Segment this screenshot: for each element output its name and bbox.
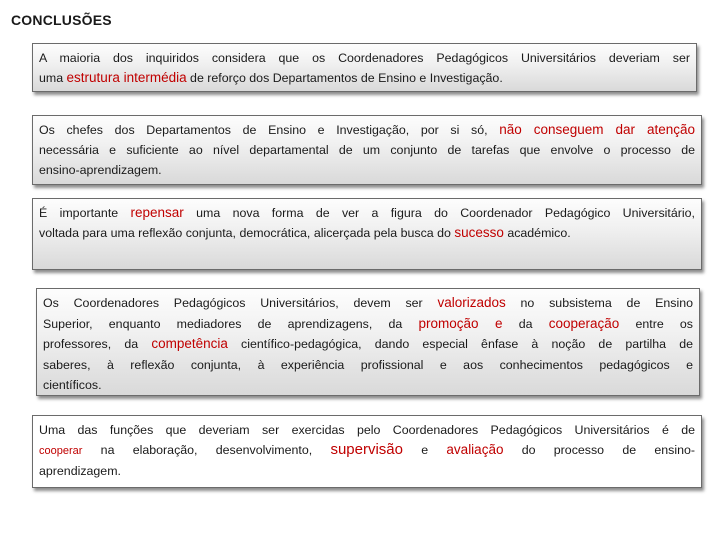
box4-text: entre os bbox=[619, 316, 694, 331]
highlight-supervisao: supervisão bbox=[330, 441, 403, 458]
box5-line-2 bbox=[39, 440, 695, 461]
page-title: CONCLUSÕES bbox=[11, 12, 112, 28]
box4-line-5: científicos. bbox=[43, 378, 102, 392]
box2-line-2: necessária e suficiente ao nível departamental de um conjunto de tarefas que envolve o processo de bbox=[39, 143, 695, 157]
box4-line-3 bbox=[43, 334, 693, 355]
box3-text: voltada para uma reflexão conjunta, democrática, alicerçada pela busca do bbox=[39, 226, 455, 240]
box5-text: na elaboração, desenvolvimento, bbox=[82, 443, 331, 457]
box2-text: Os chefes dos Departamentos de Ensino e Investigação, por si só, bbox=[39, 123, 500, 137]
highlight-cooperacao: cooperação bbox=[548, 315, 620, 331]
box4-text: no subsistema de Ensino bbox=[505, 296, 693, 310]
box4-text: professores, da bbox=[43, 337, 152, 351]
box5-text: e bbox=[403, 443, 447, 457]
box4-text: Superior, enquanto mediadores de aprendizagens, da bbox=[43, 316, 419, 331]
highlight-avaliacao: avaliação bbox=[446, 442, 504, 457]
highlight-promocao: promoção e bbox=[418, 315, 503, 331]
highlight-valorizados: valorizados bbox=[437, 295, 506, 310]
box3-line-1 bbox=[39, 203, 695, 223]
box1-line-2 bbox=[39, 68, 690, 88]
box1-line-1: A maioria dos inquiridos considera que os Coordenadores Pedagógicos Universitários deveriam ser bbox=[39, 51, 690, 65]
highlight-cooperar: cooperar bbox=[39, 445, 83, 457]
highlight-repensar: repensar bbox=[130, 205, 184, 220]
box1-text: uma bbox=[39, 71, 67, 85]
box4-line-4: saberes, à reflexão conjunta, à experiência profissional e aos conhecimentos pedagógicos e bbox=[43, 357, 693, 372]
box2-line-1 bbox=[39, 120, 695, 140]
conclusion-box-5 bbox=[32, 415, 702, 488]
highlight-sucesso: sucesso bbox=[454, 225, 504, 240]
box2-line-3: ensino-aprendizagem. bbox=[39, 163, 162, 177]
box4-text: da bbox=[502, 316, 549, 331]
box4-text: Os Coordenadores Pedagógicos Universitários, devem ser bbox=[43, 296, 438, 310]
highlight-nao-conseguem: não conseguem dar atenção bbox=[499, 122, 696, 137]
box4-line-2 bbox=[43, 314, 693, 335]
box4-line-1 bbox=[43, 293, 693, 314]
conclusion-box-1 bbox=[32, 43, 697, 92]
box3-text: É importante bbox=[39, 206, 131, 220]
box5-line-1: Uma das funções que deveriam ser exercidas pelo Coordenadores Pedagógicos Universitários é de bbox=[39, 423, 695, 437]
box3-text: uma nova forma de ver a figura do Coordenador Pedagógico Universitário, bbox=[183, 206, 695, 220]
box5-text: do processo de ensino- bbox=[503, 443, 696, 457]
conclusion-box-2 bbox=[32, 115, 702, 185]
conclusion-box-4 bbox=[36, 288, 700, 396]
box5-line-3: aprendizagem. bbox=[39, 464, 121, 478]
box3-text: académico. bbox=[503, 226, 571, 240]
box4-text: científico-pedagógica, dando especial ênfase à noção de partilha de bbox=[227, 337, 693, 351]
box3-line-2 bbox=[39, 223, 695, 243]
box1-text: de reforço dos Departamentos de Ensino e Investigação. bbox=[186, 71, 503, 85]
conclusion-box-3 bbox=[32, 198, 702, 270]
highlight-competencia: competência bbox=[151, 336, 228, 351]
highlight-estrutura: estrutura intermédia bbox=[66, 70, 187, 85]
